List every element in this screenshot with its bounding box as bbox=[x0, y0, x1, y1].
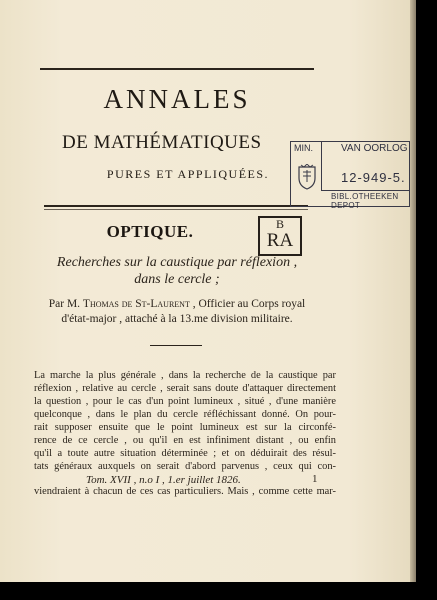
body-line: qu'il a toute autre situation déterminée ; et on déduirait des résul- bbox=[34, 448, 336, 459]
author-suffix: , Officier au Corps royal bbox=[189, 298, 306, 310]
author-name: Thomas de St-Laurent bbox=[82, 298, 190, 310]
article-rule bbox=[150, 345, 202, 346]
library-stamp bbox=[290, 141, 410, 210]
ra-stamp-top: B bbox=[275, 217, 284, 231]
coat-of-arms-icon bbox=[297, 164, 317, 190]
section-title: OPTIQUE. bbox=[106, 222, 194, 241]
footer-reference: Tom. XVII , n.o I , 1.er juillet 1826. bbox=[86, 474, 241, 486]
header-rule-thick bbox=[44, 205, 308, 207]
body-line: viendraient à chacun de ces cas particuliers. Mais , comme cette mar- bbox=[34, 486, 336, 497]
library-stamp-number: 12-949-5. bbox=[341, 170, 406, 185]
body-line: La marche la plus générale , dans la recherche de la caustique par bbox=[34, 370, 336, 381]
library-stamp-top-left: MIN. bbox=[294, 143, 313, 153]
body-line: quelconque , dans le plan du cercle réfléchissant donné. On pour- bbox=[34, 409, 336, 420]
author-line-2: d'état-major , attaché à la 13.me division militaire. bbox=[61, 313, 293, 325]
page-number: 1 bbox=[312, 473, 318, 485]
library-stamp-top-right: VAN OORLOG bbox=[341, 143, 408, 154]
body-line: rence de ce cercle , ou qu'il en est infiniment distant , ou enfin bbox=[34, 435, 336, 446]
journal-subtitle: DE MATHÉMATIQUES bbox=[62, 132, 262, 153]
journal-subtitle-2: PURES ET APPLIQUÉES. bbox=[106, 167, 270, 181]
article-title-line-1: Recherches sur la caustique par réflexion , bbox=[56, 255, 298, 270]
body-line: la question , pour le cas d'un point lumineux , situé , d'une manière bbox=[34, 396, 336, 407]
author-line-1 bbox=[20, 298, 334, 310]
author-prefix: Par M. bbox=[48, 298, 83, 310]
body-line: rait supposer ensuite que le point lumineux est sur la circonfé- bbox=[34, 422, 336, 433]
header-rule-thin bbox=[44, 209, 308, 210]
ra-stamp bbox=[258, 216, 302, 256]
ra-stamp-bottom: RA bbox=[266, 230, 294, 251]
stamp-divider bbox=[321, 142, 322, 190]
body-line: tats généraux auxquels on serait d'abord parvenus , ceux qui con- bbox=[34, 461, 336, 472]
page-edge bbox=[410, 0, 416, 582]
article-title-line-2: dans le cercle ; bbox=[134, 272, 220, 287]
top-rule bbox=[40, 68, 314, 70]
body-line: réflexion , relative au cercle , serait sans doute d'attaquer directement bbox=[34, 383, 336, 394]
journal-title: ANNALES bbox=[103, 84, 251, 114]
stamp-divider bbox=[321, 190, 409, 191]
library-stamp-bottom: BIBL.OTHEEKEN DEPOT bbox=[331, 192, 399, 210]
